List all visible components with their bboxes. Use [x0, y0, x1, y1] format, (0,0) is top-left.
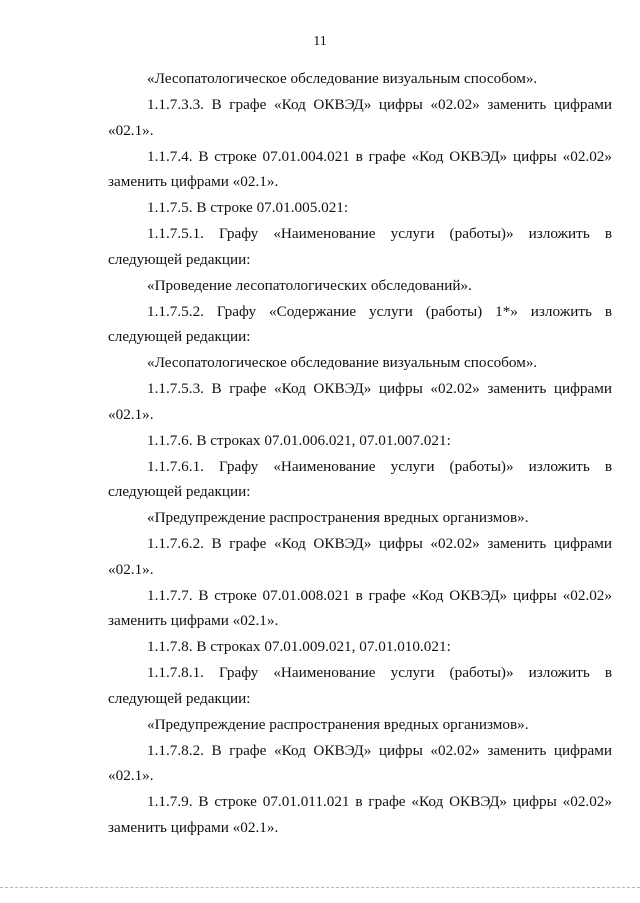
- paragraph: 1.1.7.5.2. Графу «Содержание услуги (работы) 1*» изложить в следующей редакции:: [108, 302, 612, 345]
- paragraph: «Лесопатологическое обследование визуальным способом».: [147, 70, 538, 87]
- paragraph: 1.1.7.3.3. В графе «Код ОКВЭД» цифры «02.02» заменить цифрами «02.1».: [108, 96, 612, 139]
- paragraph: 1.1.7.5.3. В графе «Код ОКВЭД» цифры «02.02» заменить цифрами «02.1».: [108, 380, 612, 423]
- paragraph: 1.1.7.9. В строке 07.01.011.021 в графе «Код ОКВЭД» цифры «02.02» заменить цифрами «02.1».: [108, 793, 612, 836]
- paragraph: «Проведение лесопатологических обследований».: [147, 276, 472, 294]
- document-body: [108, 66, 612, 840]
- paragraph: 1.1.7.8.1. Графу «Наименование услуги (работы)» изложить в следующей редакции:: [108, 664, 612, 707]
- paragraph: 1.1.7.5. В строке 07.01.005.021:: [147, 199, 349, 216]
- paragraph: 1.1.7.7. В строке 07.01.008.021 в графе «Код ОКВЭД» цифры «02.02» заменить цифрами «02.1».: [108, 586, 612, 629]
- paragraph: 1.1.7.5.1. Графу «Наименование услуги (работы)» изложить в следующей редакции:: [108, 225, 612, 268]
- paragraph: 1.1.7.4. В строке 07.01.004.021 в графе «Код ОКВЭД» цифры «02.02» заменить цифрами «02.1».: [108, 147, 612, 190]
- paragraph: 1.1.7.6.1. Графу «Наименование услуги (работы)» изложить в следующей редакции:: [108, 457, 612, 500]
- page-number: 11: [313, 34, 327, 49]
- bottom-scan-rule: [0, 887, 640, 888]
- paragraph: 1.1.7.6. В строках 07.01.006.021, 07.01.007.021:: [147, 431, 451, 449]
- paragraph: 1.1.7.8. В строках 07.01.009.021, 07.01.010.021:: [147, 638, 451, 655]
- paragraph: 1.1.7.6.2. В графе «Код ОКВЭД» цифры «02.02» заменить цифрами «02.1».: [108, 535, 612, 578]
- paragraph: 1.1.7.8.2. В графе «Код ОКВЭД» цифры «02.02» заменить цифрами «02.1».: [108, 741, 612, 784]
- paragraph: «Лесопатологическое обследование визуальным способом».: [147, 354, 538, 371]
- paragraph: «Предупреждение распространения вредных организмов».: [147, 715, 529, 733]
- paragraph: «Предупреждение распространения вредных организмов».: [147, 509, 529, 526]
